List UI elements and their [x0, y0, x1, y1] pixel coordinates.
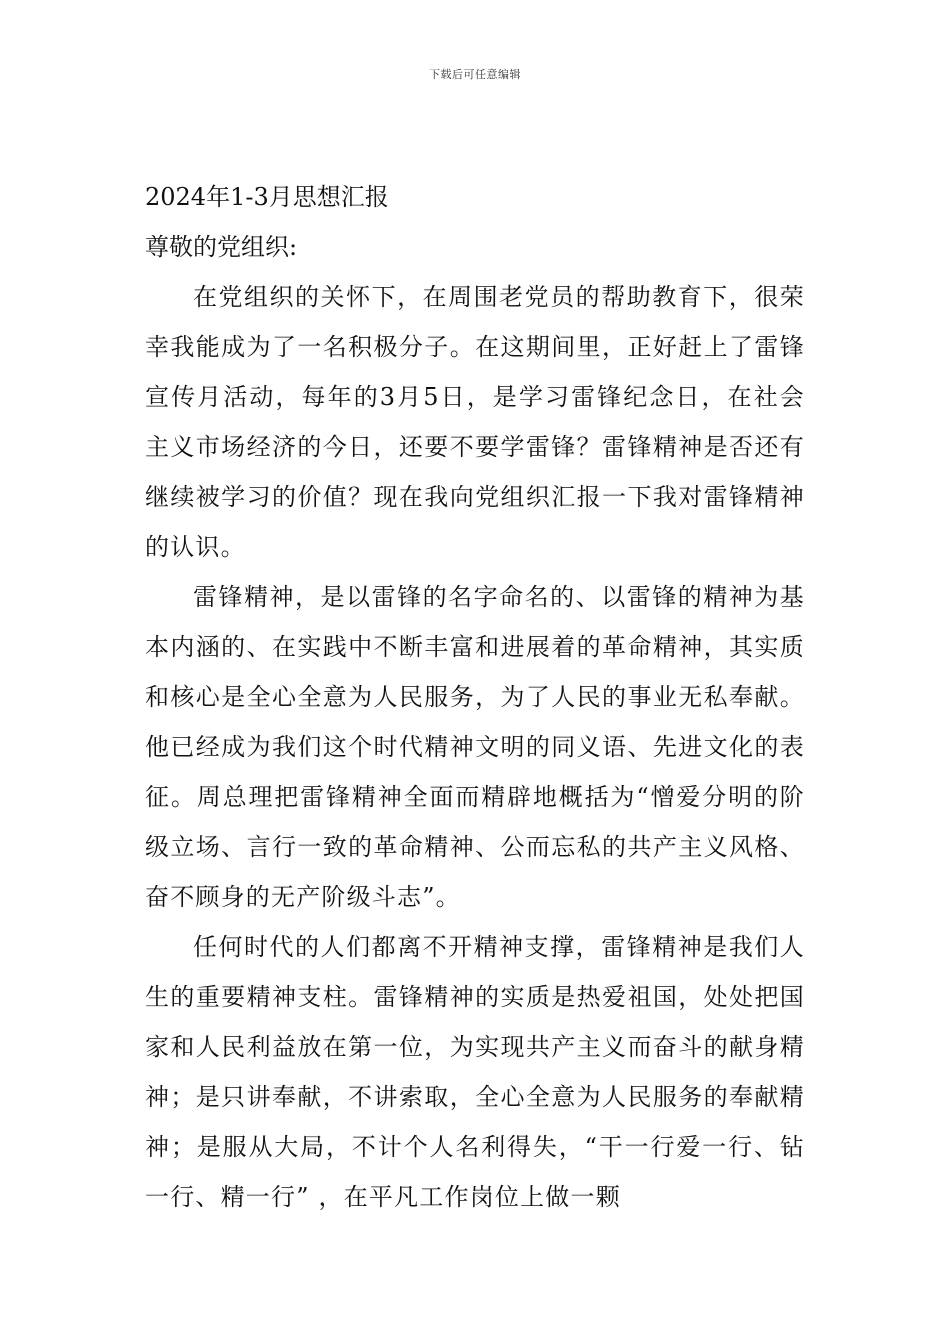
paragraph-1: 在党组织的关怀下，在周围老党员的帮助教育下，很荣幸我能成为了一名积极分子。在这期间里，正好赶上了雷锋宣传月活动，每年的3月5日，是学习雷锋纪念日，在社会主义市场经济的今日，还要不要学雷锋？雷锋精神是否还有继续被学习的价值？现在我向党组织汇报一下我对雷锋精神的认识。: [145, 283, 805, 561]
document-body: [145, 172, 805, 1222]
document-title: 2024年1-3月思想汇报: [145, 183, 389, 211]
paragraph-3: 任何时代的人们都离不开精神支撑，雷锋精神是我们人生的重要精神支柱。雷锋精神的实质是热爱祖国，处处把国家和人民利益放在第一位，为实现共产主义而奋斗的献身精神；是只讲奉献，不讲索取，全心全意为人民服务的奉献精神；是服从大局，不计个人名利得失，“干一行爱一行、钻一行、精一行” ，在平凡工作岗位上做一颗: [145, 933, 805, 1211]
page-header-note: 下载后可任意编辑: [429, 68, 521, 81]
paragraph-2: 雷锋精神，是以雷锋的名字命名的、以雷锋的精神为基本内涵的、在实践中不断丰富和进展着的革命精神，其实质和核心是全心全意为人民服务，为了人民的事业无私奉献。他已经成为我们这个时代精神文明的同义语、先进文化的表征。周总理把雷锋精神全面而精辟地概括为“憎爱分明的阶级立场、言行一致的革命精神、公而忘私的共产主义风格、奋不顾身的无产阶级斗志”。: [145, 583, 805, 911]
salutation: 尊敬的党组织:: [145, 233, 298, 261]
